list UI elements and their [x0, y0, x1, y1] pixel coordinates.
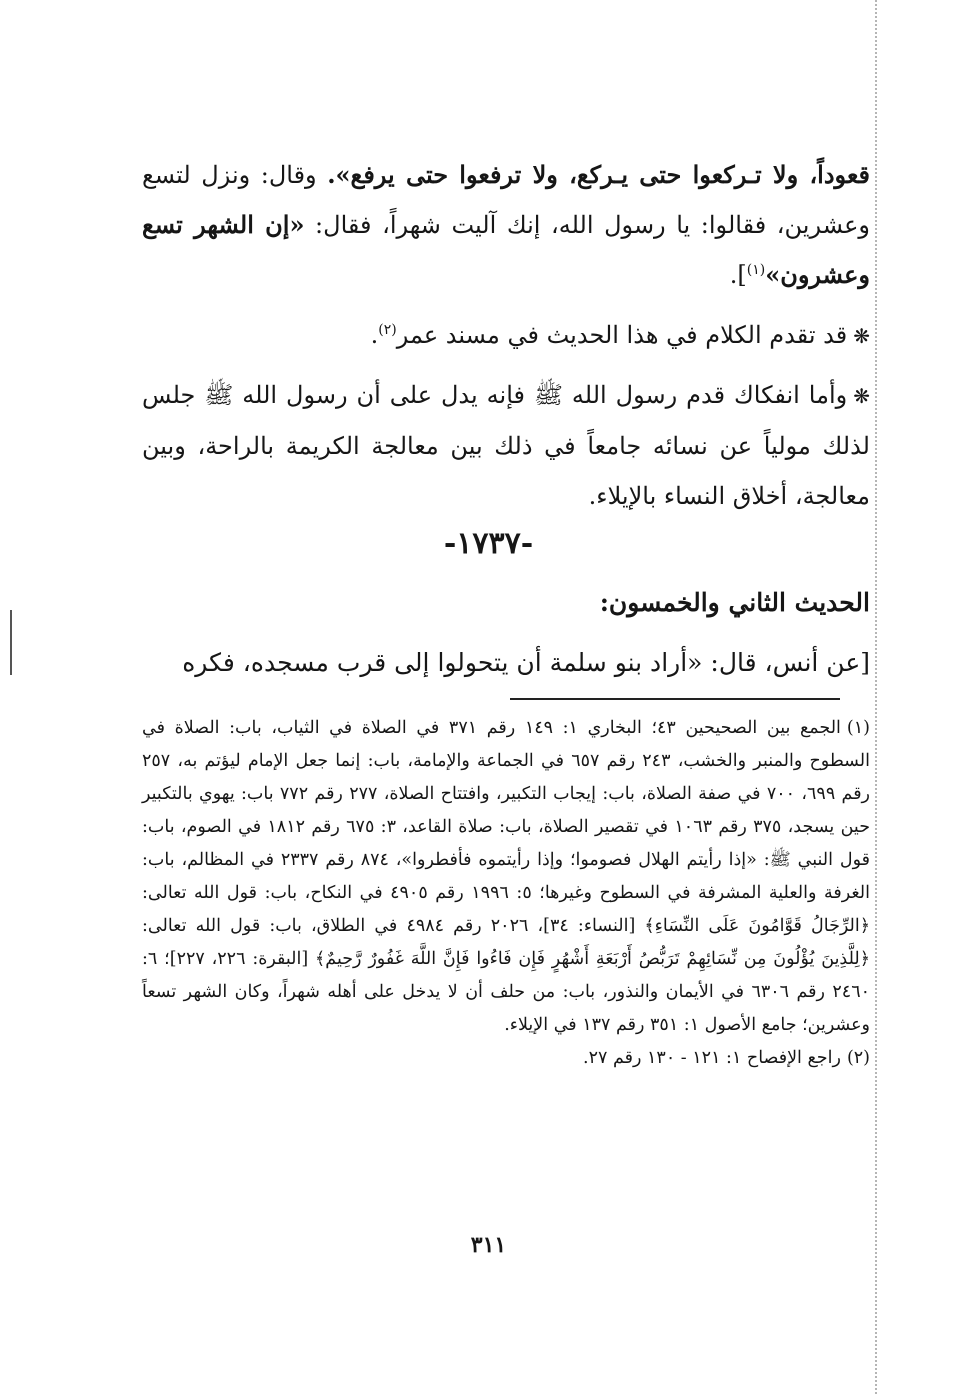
page-number: ٣١١ [470, 1232, 507, 1258]
asterism-icon: ❋ [853, 384, 870, 408]
paragraph-1 [142, 150, 870, 300]
paragraph-3 [142, 370, 870, 521]
footnote-ref-1[interactable]: (١) [746, 262, 766, 278]
footnote-text: راجع الإفصاح ١: ١٢١ - ١٣٠ رقم ٢٧. [583, 1048, 841, 1068]
footnote-ref-2[interactable]: (٢) [378, 322, 397, 338]
paragraph-2-text: قد تقدم الكلام في هذا الحديث في مسند عمر [396, 321, 848, 349]
paragraph-2-end: . [370, 321, 379, 349]
footnote-2 [142, 1042, 870, 1075]
page-edge-dotted-line [875, 0, 877, 1394]
footnote-1 [142, 712, 870, 1042]
hadith-text: [عن أنس، قال: «أراد بنو سلمة أن يتحولوا إلى قرب مسجده، فكره [182, 648, 870, 677]
section-heading: الحديث الثاني والخمسون: [599, 588, 870, 617]
footnote-number: (١) [846, 718, 870, 738]
footnotes [142, 712, 870, 1075]
quote-bold-2: «إن الشهر تسع وعشرون» [142, 210, 870, 289]
asterism-icon: ❋ [853, 324, 870, 348]
footnote-number: (٢) [846, 1048, 870, 1068]
paragraph-3-text: وأما انفكاك قدم رسول الله ﷺ فإنه يدل على أن رسول الله ﷺ جلس لذلك مولياً عن نسائه جامعاً في ذلك بين معالجة الكريمة بالراحة، وبين معالجة، أخلاق النساء بالإيلاء. [142, 381, 870, 510]
margin-mark [10, 610, 12, 675]
footnote-separator [510, 698, 840, 700]
footnote-text: الجمع بين الصحيحين ٤٣؛ البخاري ١: ١٤٩ رقم ٣٧١ في الصلاة في الثياب، باب: الصلاة في السطوح والمنبر والخشب، ٢٤٣ رقم ٦٥٧ في الجماعة والإمامة، باب: إنما جعل الإمام ليؤتم به، ٢٥٧ رقم ٦٩٩، ٧٠٠ في صفة الصلاة، باب: إيجاب التكبير، وافتتاح الصلاة، ٢٧٧ رقم ٧٧٢ باب: يهوي بالتكبير حين يسجد، ٣٧٥ رقم ١٠٦٣ في تقصير الصلاة، باب: صلاة القاعد، ٣: ٦٧٥ رقم ١٨١٢ في الصوم، باب: قول النبي ﷺ: «إذا رأيتم الهلال فصوموا؛ وإذا رأيتموه فأفطروا»، ٨٧٤ رقم ٢٣٣٧ في المظالم، باب: الغرفة والعلية المشرفة في السطوح وغيرها؛ ٥: ١٩٩٦ رقم ٤٩٠٥ في النكاح، باب: قول الله تعالى: ﴿الرِّجَالُ قَوَّامُونَ عَلَى النِّسَاءِ﴾ [النساء: ٣٤]، ٢٠٢٦ رقم ٤٩٨٤ في الطلاق، باب: قول الله تعالى: ﴿لِلَّذِينَ يُؤْلُونَ مِن نِّسَائِهِمْ تَرَبُّصُ أَرْبَعَةِ أَشْهُرٍ فَإِن فَاءُوا فَإِنَّ اللَّهَ غَفُورٌ رَّحِيمٌ﴾ [البقرة: ٢٢٦، ٢٢٧]؛ ٦: ٢٤٦٠ رقم ٦٣٠٦ في الأيمان والنذور، باب: من حلف أن لا يدخل على أهله شهراً، وكان الشهر تسعاً وعشرين؛ جامع الأصول ١: ٣٥١ رقم ١٣٧ في الإيلاء. [142, 718, 871, 1035]
paragraph-1-end: ]. [729, 261, 747, 289]
quote-bold-1: قعوداً، ولا تـركعوا حتى يـركع، ولا ترفعوا حتى يرفع». [327, 160, 870, 189]
paragraph-1-text: وقال: ونزل لتسع وعشرين، فقالوا: يا رسول الله، إنك آليت شهراً، فقال: [142, 161, 871, 239]
hadith-number: -١٧٣٧- [443, 526, 534, 561]
paragraph-2 [142, 310, 870, 361]
